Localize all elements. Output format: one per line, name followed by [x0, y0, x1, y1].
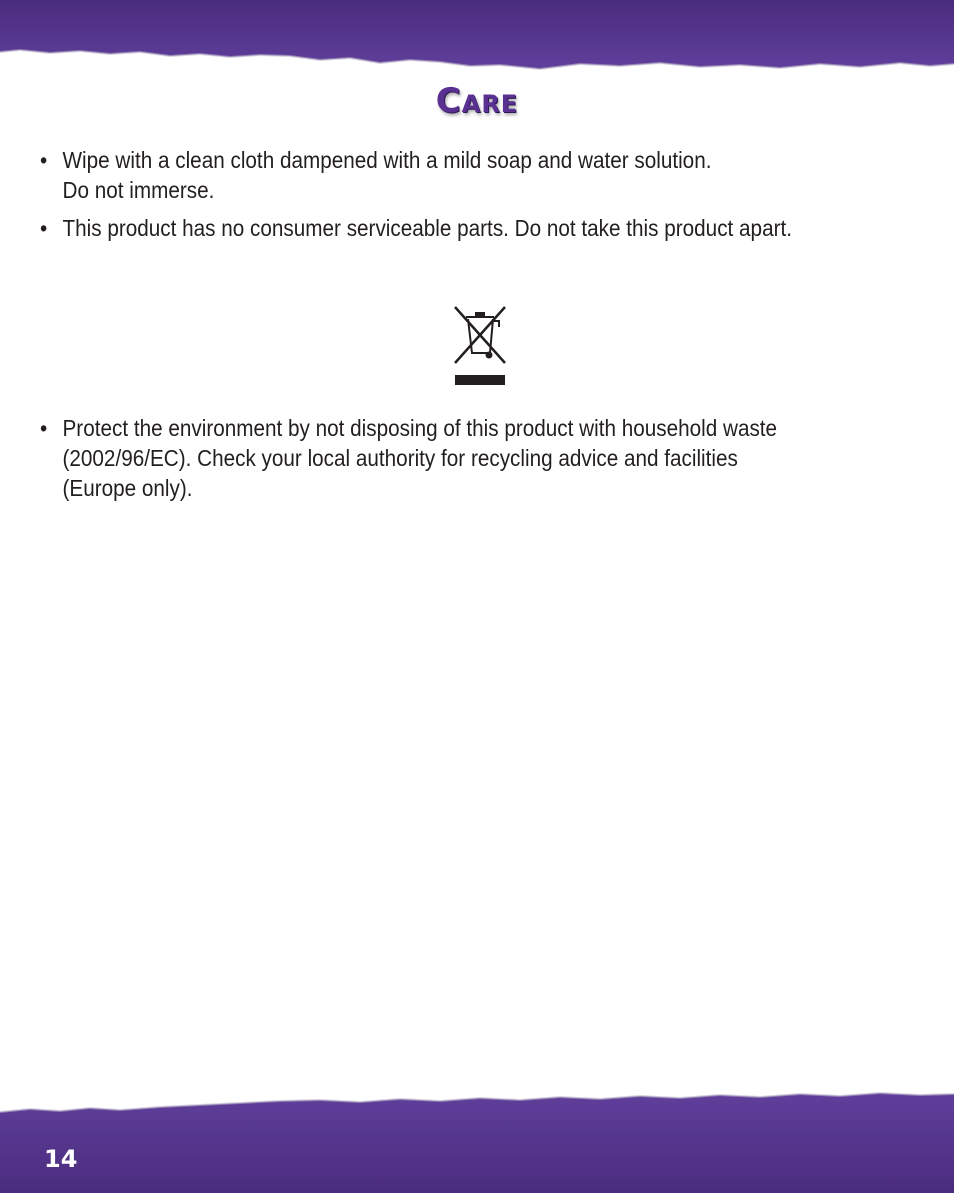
list-item-text: Wipe with a clean cloth dampened with a mild soap and water solution.: [62, 147, 712, 173]
list-item: [40, 145, 940, 205]
list-item-text-continued: Do not immerse.: [62, 177, 215, 203]
environment-list: [40, 413, 920, 511]
list-item-text: Protect the environment by not disposing of this product with household waste: [62, 415, 778, 441]
care-instructions-list: [40, 145, 920, 251]
bullet-icon: •: [40, 147, 48, 173]
top-header-band: [0, 0, 954, 80]
list-item-text: This product has no consumer serviceable parts. Do not take this product apart.: [62, 215, 792, 241]
list-item: [40, 213, 940, 243]
bottom-footer-band: [0, 1090, 954, 1193]
list-item-text-continued: (Europe only).: [62, 475, 193, 501]
bullet-icon: •: [40, 215, 48, 241]
page-title: Care: [435, 81, 519, 121]
crossed-out-wheelie-bin-icon: [452, 305, 508, 387]
page-number: 14: [44, 1145, 78, 1173]
list-item: [40, 413, 940, 503]
list-item-text-continued: (2002/96/EC). Check your local authority for recycling advice and facilities: [62, 445, 738, 471]
bullet-icon: •: [40, 415, 48, 441]
